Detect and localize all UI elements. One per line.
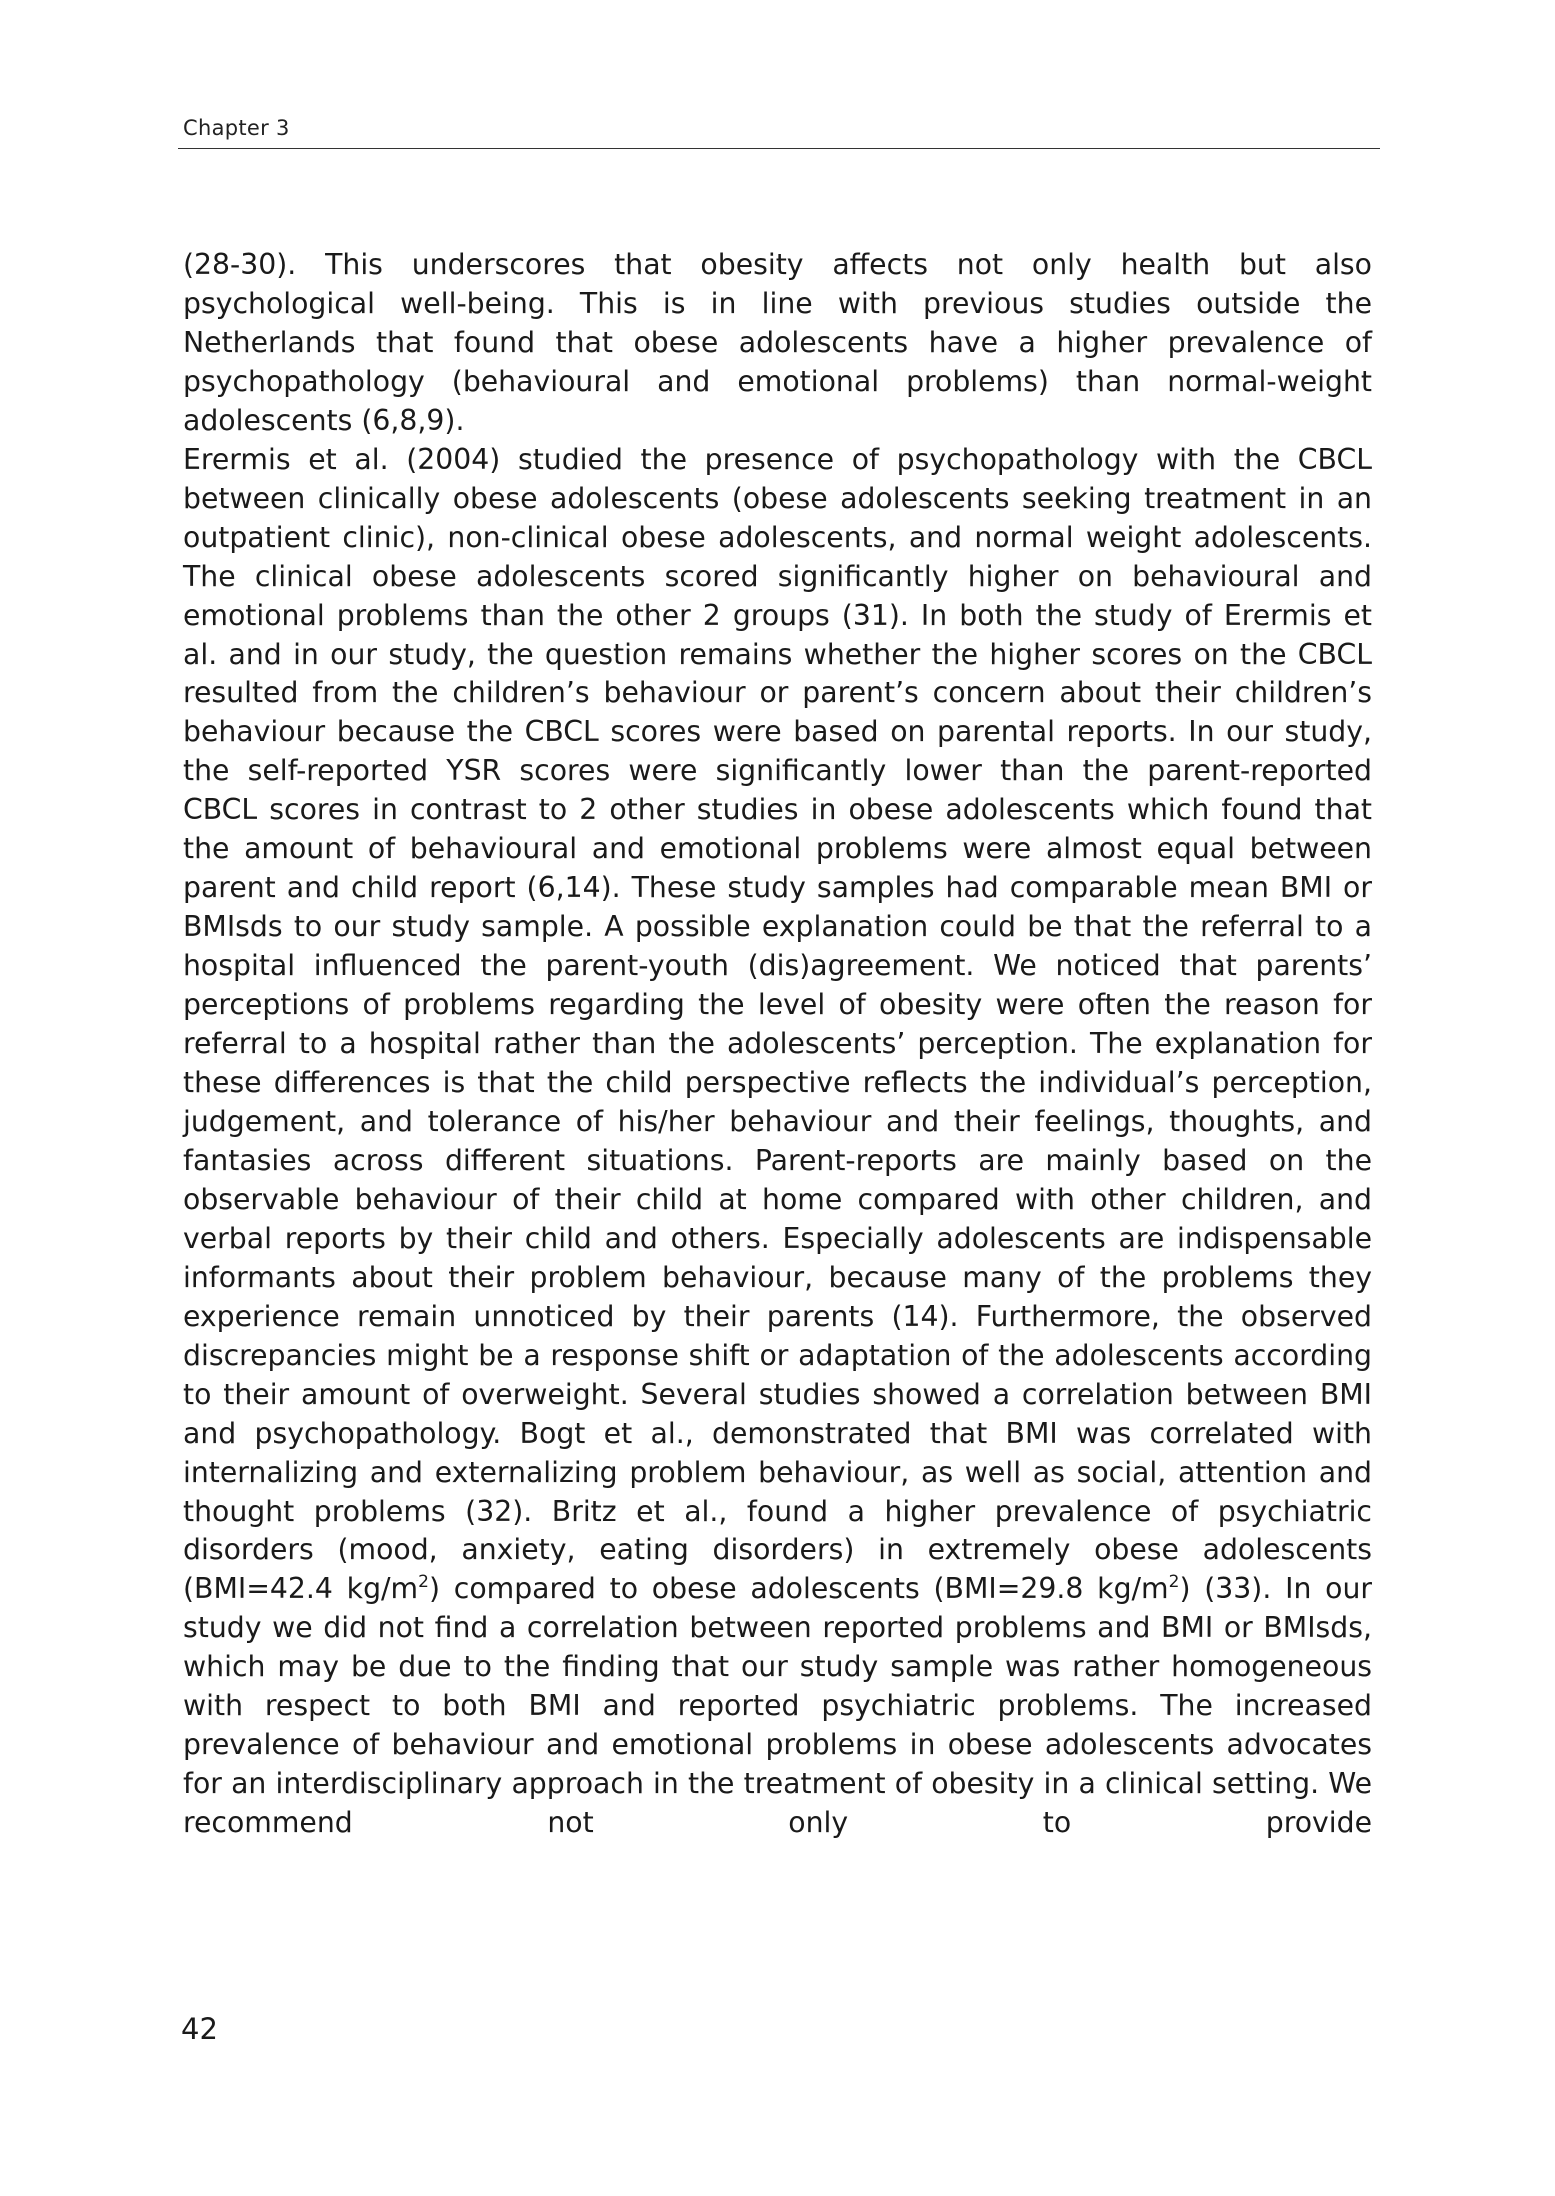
paragraph-2-part-c: ) (33). In our study we did not find a correlation between reported problems and BMI or BMIsds, which may be due to the finding that our study sample was rather homogeneous with respect to both BMI and reported psychiatric problems. The increased prevalence of behaviour and emotional problems in obese adolescents advocates for an interdisciplinary approach in the treatment of obesity in a clinical setting. We recommend not only to provide <box>183 1572 1373 1840</box>
running-header <box>178 114 1380 149</box>
page-number: 42 <box>181 2012 218 2046</box>
paragraph-2-part-b: ) compared to obese adolescents (BMI=29.8 kg/m <box>428 1572 1169 1606</box>
paragraph-2 <box>183 441 1372 1843</box>
chapter-label: Chapter 3 <box>183 116 290 140</box>
body-text <box>183 246 1372 1843</box>
paragraph-1: (28-30). This underscores that obesity affects not only health but also psychological well-being. This is in line with previous studies outside the Netherlands that found that obese adolescents have a higher prevalence of psychopathology (behavioural and emotional problems) than normal-weight adolescents (6,8,9). <box>183 248 1372 437</box>
superscript-squared: 2 <box>1168 1572 1180 1593</box>
superscript-squared: 2 <box>418 1572 429 1593</box>
paragraph-2-part-a: Erermis et al. (2004) studied the presence of psychopathology with the CBCL between clinically obese adolescents (obese adolescents seeking treatment in an outpatient clinic), non-clinical obese adolescents, and normal weight adolescents. The clinical obese adolescents scored significantly higher on behavioural and emotional problems than the other 2 groups (31). In both the study of Erermis et al. and in our study, the question remains whether the higher scores on the CBCL resulted from the children’s behaviour or parent’s concern about their children’s behaviour because the CBCL scores were based on parental reports. In our study, the self-reported YSR scores were significantly lower than the parent-reported CBCL scores in contrast to 2 other studies in obese adolescents which found that the amount of behavioural and emotional problems were almost equal between parent and child report (6,14). These study samples had comparable mean BMI or BMIsds to our study sample. A possible explanation could be that the referral to a hospital influenced the parent-youth (dis)agreement. We noticed that parents’ perceptions of problems regarding the level of obesity were often the reason for referral to a hospital rather than the adolescents’ perception. The explanation for these differences is that the child perspective reflects the individual’s perception, judgement, and tolerance of his/her behaviour and their feelings, thoughts, and fantasies across different situations. Parent-reports are mainly based on the observable behaviour of their child at home compared with other children, and verbal reports by their child and others. Especially adolescents are indispensable informants about their problem behaviour, because many of the problems they experience remain unnoticed by their parents (14). Furthermore, the observed discrepancies might be a response shift or adaptation of the adolescents according to their amount of overweight. Several studies showed a correlation between BMI and psychopathology. Bogt et al., demonstrated that BMI was correlated with internalizing and externalizing problem behaviour, as well as social, attention and thought problems (32). Britz et al., found a higher prevalence of psychiatric disorders (mood, anxiety, eating disorders) in extremely obese adolescents (BMI=42.4 kg/m <box>183 442 1372 1606</box>
